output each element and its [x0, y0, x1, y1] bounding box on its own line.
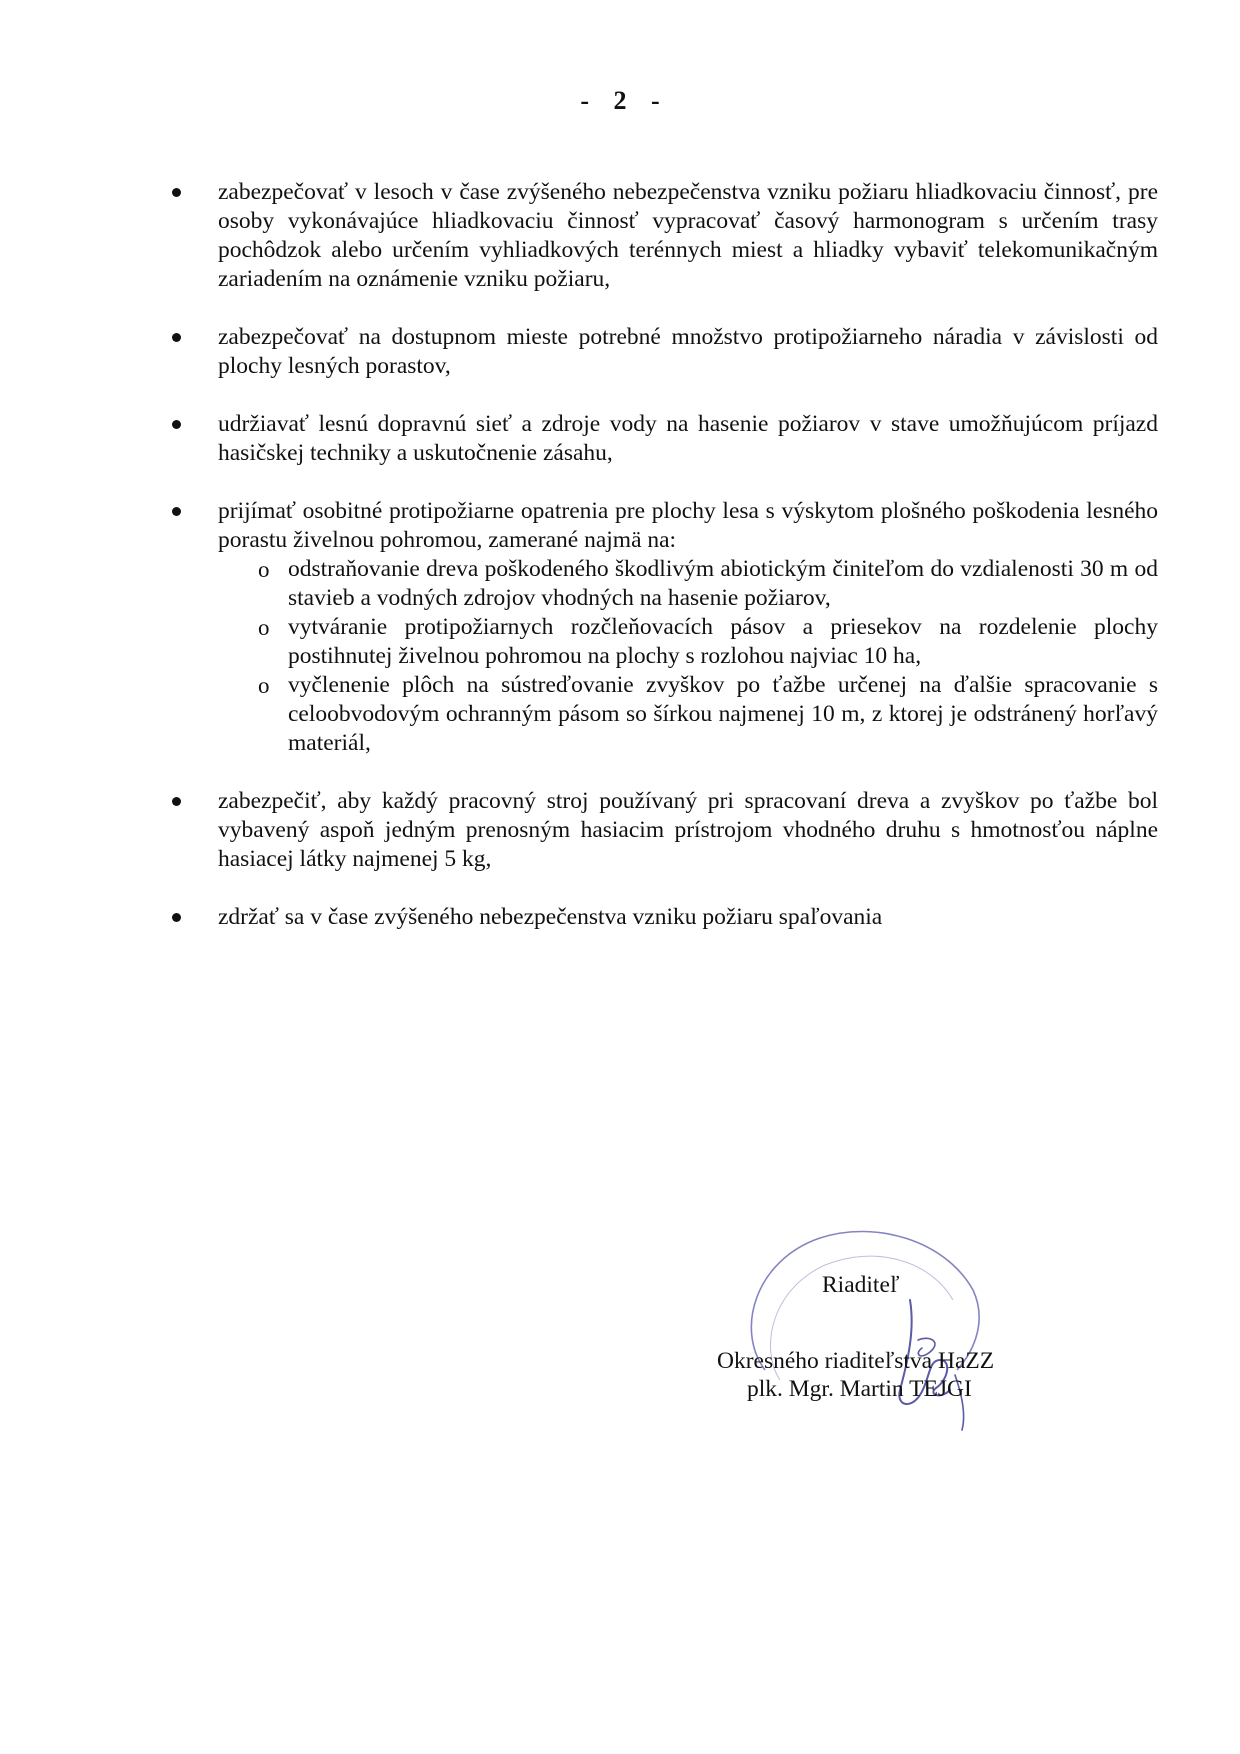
- list-item-text: udržiavať lesnú dopravnú sieť a zdroje vody na hasenie požiarov v stave umožňujúcom príjazd hasičskej techniky a uskutočnenie zásahu,: [218, 411, 1158, 466]
- list-item-text: zabezpečovať na dostupnom mieste potrebné množstvo protipožiarneho náradia v závislosti od plochy lesných porastov,: [218, 324, 1158, 379]
- list-item-text: zabezpečovať v lesoch v čase zvýšeného nebezpečenstva vzniku požiaru hliadkovaciu činnosť, pre osoby vykonávajúce hliadkovaciu činnosť vypracovať časový harmonogram s určením trasy pochôdzok alebo určením vyhliadkových terénnych miest a hliadky vybaviť telekomunikačným zariadením na oznámenie vzniku požiaru,: [218, 179, 1158, 292]
- signature-block: [600, 1220, 1120, 1420]
- list-item: [172, 410, 1158, 468]
- list-item: [172, 178, 1158, 294]
- signatory-name: plk. Mgr. Martin TEJGI: [747, 1376, 972, 1402]
- sub-list: [218, 555, 1158, 758]
- bullet-list: [172, 178, 1158, 932]
- list-item-text: zabezpečiť, aby každý pracovný stroj používaný pri spracovaní dreva a zvyškov po ťažbe bol vybavený aspoň jedným prenosným hasiacim prístrojom vhodného druhu s hmotnosťou náplne hasiacej látky najmenej 5 kg,: [218, 788, 1158, 872]
- sub-list-item: [218, 671, 1158, 758]
- list-item-text: zdržať sa v čase zvýšeného nebezpečenstva vzniku požiaru spaľovania: [218, 904, 883, 930]
- bullet-icon: [172, 797, 181, 806]
- sub-list-item-text: vytváranie protipožiarnych rozčleňovacích pásov a priesekov na rozdelenie plochy postihnutej živelnou pohromou na plochy s rozlohou najviac 10 ha,: [288, 614, 1158, 669]
- bullet-icon: [172, 333, 181, 342]
- bullet-icon: [172, 913, 181, 922]
- list-item: [172, 497, 1158, 758]
- bullet-icon: [172, 507, 181, 516]
- page-number-dash-right: -: [651, 86, 660, 115]
- signatory-organization: Okresného riaditeľstva HaZZ: [717, 1348, 995, 1374]
- sub-list-item-text: odstraňovanie dreva poškodeného škodlivým abiotickým činiteľom do vzdialenosti 30 m od stavieb a vodných zdrojov vhodných na hasenie požiarov,: [288, 556, 1158, 611]
- sub-list-item: [218, 613, 1158, 671]
- list-item: [172, 903, 1158, 932]
- page-number: [0, 86, 1240, 116]
- hollow-circle-bullet-icon: o: [258, 615, 270, 640]
- list-item-text: prijímať osobitné protipožiarne opatrenia pre plochy lesa s výskytom plošného poškodenia lesného porastu živelnou pohromou, zamerané najmä na:: [218, 498, 1158, 553]
- hollow-circle-bullet-icon: o: [258, 557, 270, 582]
- page-number-value: 2: [613, 86, 627, 115]
- sub-list-item: [218, 555, 1158, 613]
- signatory-title: Riaditeľ: [822, 1272, 900, 1298]
- bullet-icon: [172, 188, 181, 197]
- page-number-dash-left: -: [580, 86, 589, 115]
- bullet-icon: [172, 420, 181, 429]
- list-item: [172, 323, 1158, 381]
- hollow-circle-bullet-icon: o: [258, 673, 270, 698]
- document-body: [172, 178, 1158, 961]
- list-item: [172, 787, 1158, 874]
- sub-list-item-text: vyčlenenie plôch na sústreďovanie zvyškov po ťažbe určenej na ďalšie spracovanie s celoobvodovým ochranným pásom so šírkou najmenej 10 m, z ktorej je odstránený horľavý materiál,: [288, 672, 1158, 756]
